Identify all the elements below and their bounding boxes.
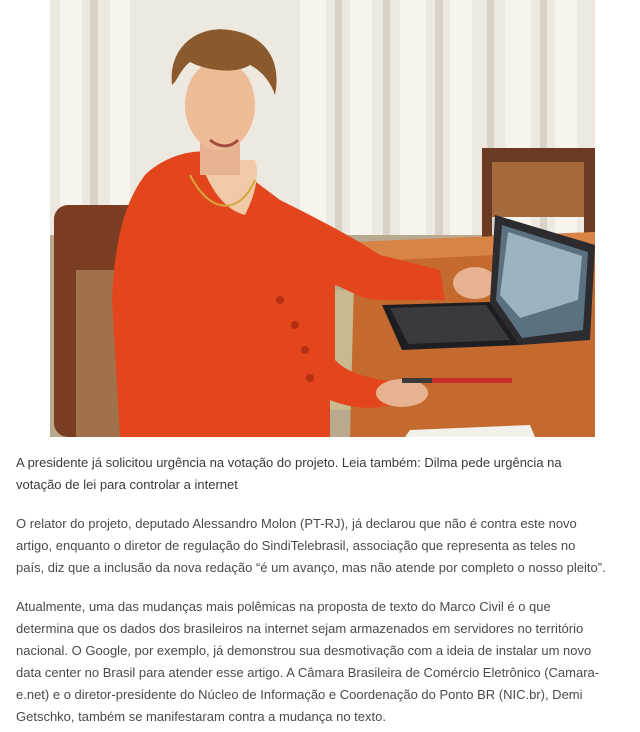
related-article-link-continued[interactable]: votação de lei para controlar a internet [16,477,238,492]
photo-illustration [50,0,595,437]
paragraph-line: país, diz que a inclusão da nova redação “é um avanço, mas não atende por completo o nosso pleito”. [16,560,606,575]
caption-line-1 [16,452,626,474]
paragraph-line: nacional. O Google, por exemplo, já demonstrou sua desmotivação com a ideia de instalar um novo [16,643,592,658]
photo-caption [16,452,626,496]
related-article-link[interactable]: Dilma pede urgência na [424,455,562,470]
paragraph-line: O relator do projeto, deputado Alessandro Molon (PT-RJ), já declarou que não é contra este novo [16,516,577,531]
paragraph-line: Getschko, também se manifestaram contra a mudança no texto. [16,709,386,724]
article-paragraph-2 [16,596,628,728]
paragraph-line: data center no Brasil para atender esse artigo. A Câmara Brasileira de Comércio Eletrônico (Camara- [16,665,600,680]
paragraph-line: determina que os dados dos brasileiros na internet sejam armazenados em servidores no território [16,621,584,636]
caption-line-2 [16,474,626,496]
paragraph-line: e.net) e o diretor-presidente do Núcleo de Informação e Coordenação do Ponto BR (NIC.br), Demi [16,687,583,702]
caption-text: A presidente já solicitou urgência na votação do projeto. Leia também: [16,455,425,470]
article-photo [50,0,595,437]
paragraph-line: artigo, enquanto o diretor de regulação do SindiTelebrasil, associação que representa as teles no [16,538,576,553]
article-paragraph-1 [16,513,628,579]
paragraph-line: Atualmente, uma das mudanças mais polêmicas na proposta de texto do Marco Civil é o que [16,599,551,614]
